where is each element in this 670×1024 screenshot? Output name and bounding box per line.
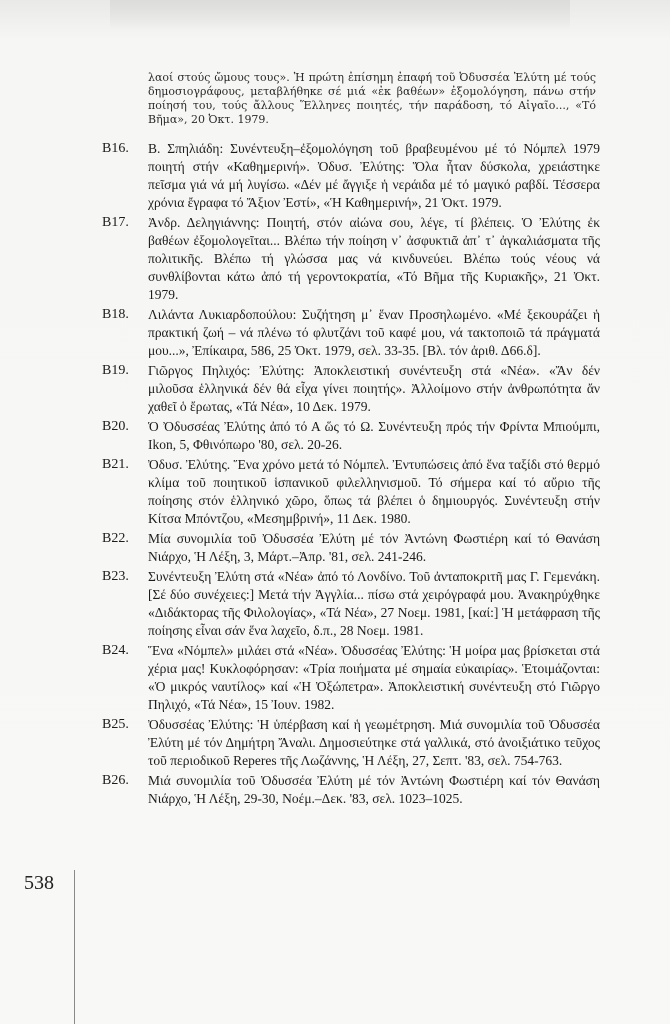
entry-label: B16. xyxy=(102,141,129,156)
bibliography-entry xyxy=(102,362,600,416)
entry-text: Β. Σπηλιάδη: Συνέντευξη–ἐξομολόγηση τοῦ βραβευμένου μέ τό Νόμπελ 1979 ποιητή στήν «Καθημερινή». Ὀδυσ. Ἐλύτης: Ὅλα ἦταν δύσκολα, χρειάστηκε πεῖσμα γιά νά μή λυγίσω. «Δέν μέ ἄγγιξε ἡ νεράιδα μέ τό μαγικό ραβδί. Τέσσερα χρόνια ἔγραφα τό Ἄξιον Ἐστί», «Ἡ Καθημερινή», 21 Ὀκτ. 1979. xyxy=(148,141,600,210)
entry-label: B17. xyxy=(102,215,129,230)
bibliography-entry xyxy=(102,418,600,454)
entry-text: Γιῶργος Πηλιχός: Ἐλύτης: Ἀποκλειστική συνέντευξη στά «Νέα». «Ἄν δέν μιλοῦσα ἑλληνικά δέν θά εἶχα γίνει ποιητής». Ἀλλοίμονο στήν ἀνθρωπότητα ἄν χαθεῖ ὁ ἔρωτας, «Τά Νέα», 10 Δεκ. 1979. xyxy=(148,363,600,414)
entry-label: B24. xyxy=(102,643,129,658)
entry-label: B25. xyxy=(102,717,129,732)
entry-label: B20. xyxy=(102,419,129,434)
entry-text: Λιλάντα Λυκιαρδοπούλου: Συζήτηση μ᾽ ἕναν Προσηλωμένο. «Μέ ξεκουράζει ἡ πρακτική ζωή – νά πλένω τό φλυτζάνι τοῦ καφέ μου, νά τακτοποιῶ τά πράγματά μου...», Ἐπίκαιρα, 586, 25 Ὀκτ. 1979, σελ. 33-35. [Βλ. τόν ἀριθ. Δ66.δ]. xyxy=(148,307,600,358)
entry-label: B26. xyxy=(102,773,129,788)
intro-paragraph: λαοί στούς ὤμους τους». Ἡ πρώτη ἐπίσημη ἐπαφή τοῦ Ὀδυσσέα Ἐλύτη μέ τούς δημοσιογράφους, μεταβλήθηκε σέ μιά «ἐκ βαθέων» ἐξομολόγηση, πάνω στήν ποίησή του, τούς ἄλλους Ἕλληνες ποιητές, τήν παράδοση, τό Αἰγαῖο..., «Τό Βῆμα», 20 Ὀκτ. 1979. xyxy=(148,71,596,126)
entry-text: Ὁ Ὀδυσσέας Ἐλύτης ἀπό τό Α ὥς τό Ω. Συνέντευξη πρός τήν Φρίντα Μπιούμπι, Ikon, 5, Φθινόπωρο '80, σελ. 20-26. xyxy=(148,419,600,452)
entry-text: Ἀνδρ. Δεληγιάννης: Ποιητή, στόν αἰώνα σου, λέγε, τί βλέπεις. Ὁ Ἐλύτης ἐκ βαθέων ἐξομολογεῖται... Βλέπω τήν ποίηση ν᾽ ἀσφυκτιᾶ ἀπ᾽ τ᾽ ἀγκαλιάσματα τῆς πολιτικῆς. Βλέπω τή γλώσσα μας νά κινδυνεύει. Βλέπω τούς νέους νά συνθλίβονται κάτω ἀπό τή γεροντοκρατία, «Τό Βῆμα τῆς Κυριακῆς», 21 Ὀκτ. 1979. xyxy=(148,215,600,302)
bibliography-entry xyxy=(102,772,600,808)
entry-label: B23. xyxy=(102,569,129,584)
entry-text: Μιά συνομιλία τοῦ Ὀδυσσέα Ἐλύτη μέ τόν Ἀντώνη Φωστιέρη καί τόν Θανάση Νιάρχο, Ἡ Λέξη, 29-30, Νοέμ.–Δεκ. '83, σελ. 1023–1025. xyxy=(148,773,600,806)
page-number: 538 xyxy=(24,872,54,894)
bibliography-entry xyxy=(102,716,600,770)
entry-label: B19. xyxy=(102,363,129,378)
entry-text: Μία συνομιλία τοῦ Ὀδυσσέα Ἐλύτη μέ τόν Ἀντώνη Φωστιέρη καί τό Θανάση Νιάρχο, Ἡ Λέξη, 3, Μάρτ.–Ἀπρ. '81, σελ. 241-246. xyxy=(148,531,600,564)
scan-shadow xyxy=(110,0,570,30)
bibliography-entry xyxy=(102,456,600,528)
bibliography-entry xyxy=(102,642,600,714)
entry-label: B18. xyxy=(102,307,129,322)
bibliography-entry xyxy=(102,214,600,304)
entry-text: Ὀδυσ. Ἐλύτης. Ἕνα χρόνο μετά τό Νόμπελ. Ἐντυπώσεις ἀπό ἕνα ταξίδι στό θερμό κλίμα τοῦ ποιητικοῦ ἱσπανικοῦ φιλελληνισμοῦ. Τό σήμερα καί τό αὔριο τῆς ποίησης στόν ἑλληνικό χῶρο, ὅπως τά βλέπει ὁ δημιουργός. Συνέντευξη στήν Κίτσα Μπόντζου, «Μεσημβρινή», 11 Δεκ. 1980. xyxy=(148,457,600,526)
bibliography-entry xyxy=(102,568,600,640)
entry-label: B21. xyxy=(102,457,129,472)
bibliography-entry xyxy=(102,530,600,566)
bibliography-entry xyxy=(102,306,600,360)
bibliography-list xyxy=(102,140,600,810)
margin-rule xyxy=(74,870,75,1024)
entry-text: Ἕνα «Νόμπελ» μιλάει στά «Νέα». Ὀδυσσέας Ἐλύτης: Ἡ μοίρα μας βρίσκεται στά χέρια μας! Κυκλοφόρησαν: «Τρία ποιήματα μέ σημαία εὐκαιρίας». Ἑτοιμάζονται: «Ὁ μικρός ναυτίλος» καί «Ἡ Ὀξώπετρα». Ἀποκλειστική συνέντευξη στό Γιῶργο Πηλιχό, «Τά Νέα», 15 Ἰουν. 1982. xyxy=(148,643,600,712)
bibliography-entry xyxy=(102,140,600,212)
entry-text: Ὀδυσσέας Ἐλύτης: Ἡ ὑπέρβαση καί ἡ γεωμέτρηση. Μιά συνομιλία τοῦ Ὀδυσσέα Ἐλύτη μέ τόν Δημήτρη Ἄναλι. Δημοσιεύτηκε στά γαλλικά, στό ἀνοιξιάτικο τεῦχος τοῦ περιοδικοῦ Reperes τῆς Λωζάννης, Ἡ Λέξη, 27, Σεπτ. '83, σελ. 754-763. xyxy=(148,717,600,768)
entry-text: Συνέντευξη Ἐλύτη στά «Νέα» ἀπό τό Λονδίνο. Τοῦ ἀνταποκριτῆ μας Γ. Γεμενάκη. [Σέ δύο συνέχειες:] Μετά τήν Ἀγγλία... πίσω στά χειρόγραφά μου. Ἀνακηρύχθηκε «Διδάκτορας τῆς Φιλολογίας», «Τά Νέα», 27 Νοεμ. 1981, [καί:] Ἡ μετάφραση τῆς ποίησης εἶναι σάν ἕνα λαχεῖο, δ.π., 28 Νοεμ. 1981. xyxy=(148,569,600,638)
entry-label: B22. xyxy=(102,531,129,546)
